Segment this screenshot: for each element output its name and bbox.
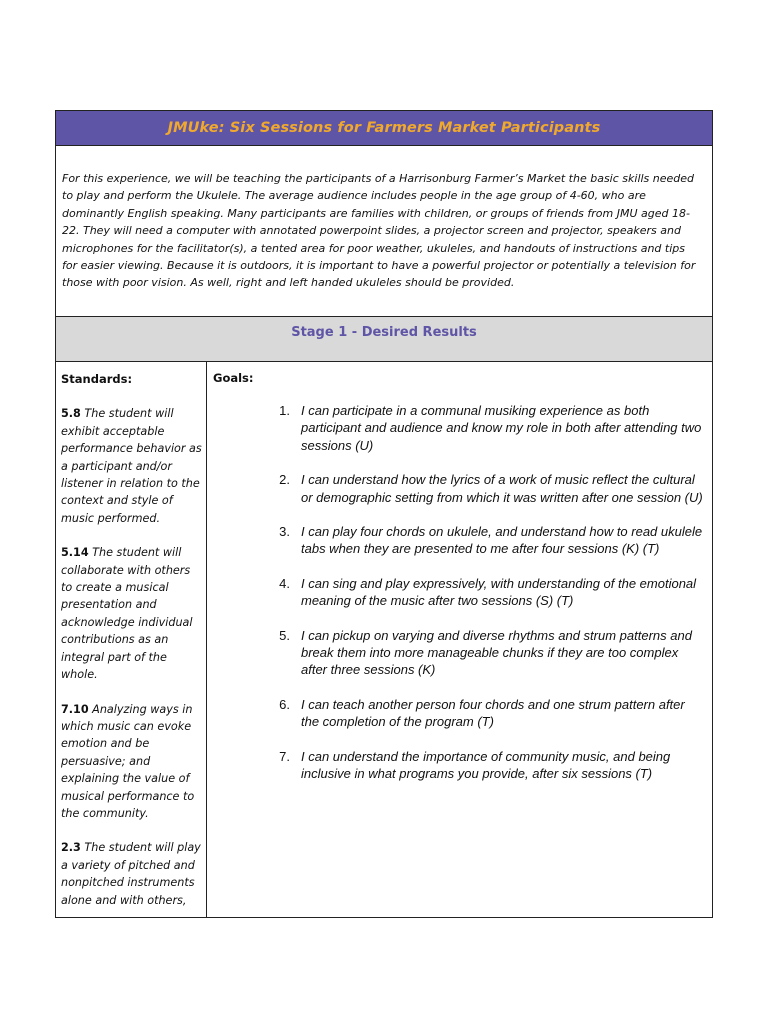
- stage-title: Stage 1 - Desired Results: [291, 325, 477, 340]
- goal-item: [213, 696, 706, 731]
- goal-number: 1.: [279, 403, 290, 418]
- standards-column: [56, 362, 207, 917]
- standard-item: [61, 544, 202, 683]
- goal-item: [213, 402, 706, 454]
- standard-code: 5.14: [61, 546, 89, 560]
- standard-code: 2.3: [61, 841, 81, 855]
- goal-number: 3.: [279, 524, 290, 540]
- goal-item: [213, 575, 706, 610]
- standards-heading: Standards:: [61, 372, 133, 386]
- goal-text: I can pickup on varying and diverse rhythms and strum patterns and break them into more manageable chunks if they are too complex after three sessions (K): [301, 627, 692, 678]
- lesson-plan-table: [55, 110, 713, 918]
- goal-number: 2.: [279, 472, 290, 488]
- goal-item: [213, 523, 706, 558]
- goal-number: 7.: [279, 748, 290, 764]
- goals-list: [213, 402, 706, 783]
- goal-text: I can play four chords on ukulele, and understand how to read ukulele tabs when they are presented to me after four sessions (K) (T): [301, 524, 703, 557]
- goals-heading: Goals:: [213, 371, 254, 385]
- title-bar: [56, 111, 712, 146]
- goal-text: I can teach another person four chords and one strum pattern after the completion of the program (T): [301, 696, 685, 730]
- standard-code: 5.8: [61, 407, 81, 421]
- goal-text: I can participate in a communal musiking experience as both participant and audience and know my role in both after attending two sessions (U): [301, 403, 702, 453]
- goal-number: 5.: [279, 627, 290, 643]
- goal-item: [213, 627, 706, 679]
- standard-text: The student will collaborate with others to create a musical presentation and acknowledge individual contributions as an integral part of the whole.: [61, 546, 193, 682]
- goal-text: I can sing and play expressively, with understanding of the emotional meaning of the music after two sessions (S) (T): [301, 575, 697, 609]
- standard-code: 7.10: [61, 702, 89, 716]
- standard-item: [61, 839, 202, 909]
- standard-text: Analyzing ways in which music can evoke emotion and be persuasive; and explaining the value of musical performance to the community.: [61, 702, 195, 820]
- goal-text: I can understand the importance of community music, and being inclusive in what programs you provide, after six sessions (T): [301, 748, 671, 782]
- goal-number: 6.: [279, 696, 290, 712]
- results-row: [56, 362, 712, 917]
- goal-number: 4.: [279, 575, 290, 591]
- standard-item: [61, 405, 202, 527]
- standard-text: The student will play a variety of pitched and nonpitched instruments alone and with others,: [61, 841, 201, 907]
- intro-paragraph: For this experience, we will be teaching the participants of a Harrisonburg Farmer’s Market the basic skills needed to play and perform the Ukulele. The average audience includes people in the age group of 4-60, who are dominantly English speaking. Many participants are families with children, or groups of friends from JMU aged 18-22. They will need a computer with annotated powerpoint slides, a projector screen and projector, speakers and microphones for the facilitator(s), a tented area for poor weather, ukuleles, and handouts of instructions and tips for easier viewing. Because it is outdoors, it is important to have a powerful projector or potentially a television for those with poor vision. As well, right and left handed ukuleles should be provided.: [56, 146, 712, 317]
- goal-item: [213, 471, 706, 506]
- document-title: JMUke: Six Sessions for Farmers Market Participants: [167, 120, 601, 136]
- standard-text: The student will exhibit acceptable performance behavior as a participant and/or listener in relation to the context and style of music performed.: [61, 407, 202, 525]
- goal-text: I can understand how the lyrics of a work of music reflect the cultural or demographic setting from which it was written after one session (U): [301, 472, 703, 505]
- goal-item: [213, 748, 706, 783]
- stage-header: [56, 317, 712, 362]
- standard-item: [61, 701, 202, 823]
- goals-column: [207, 362, 712, 917]
